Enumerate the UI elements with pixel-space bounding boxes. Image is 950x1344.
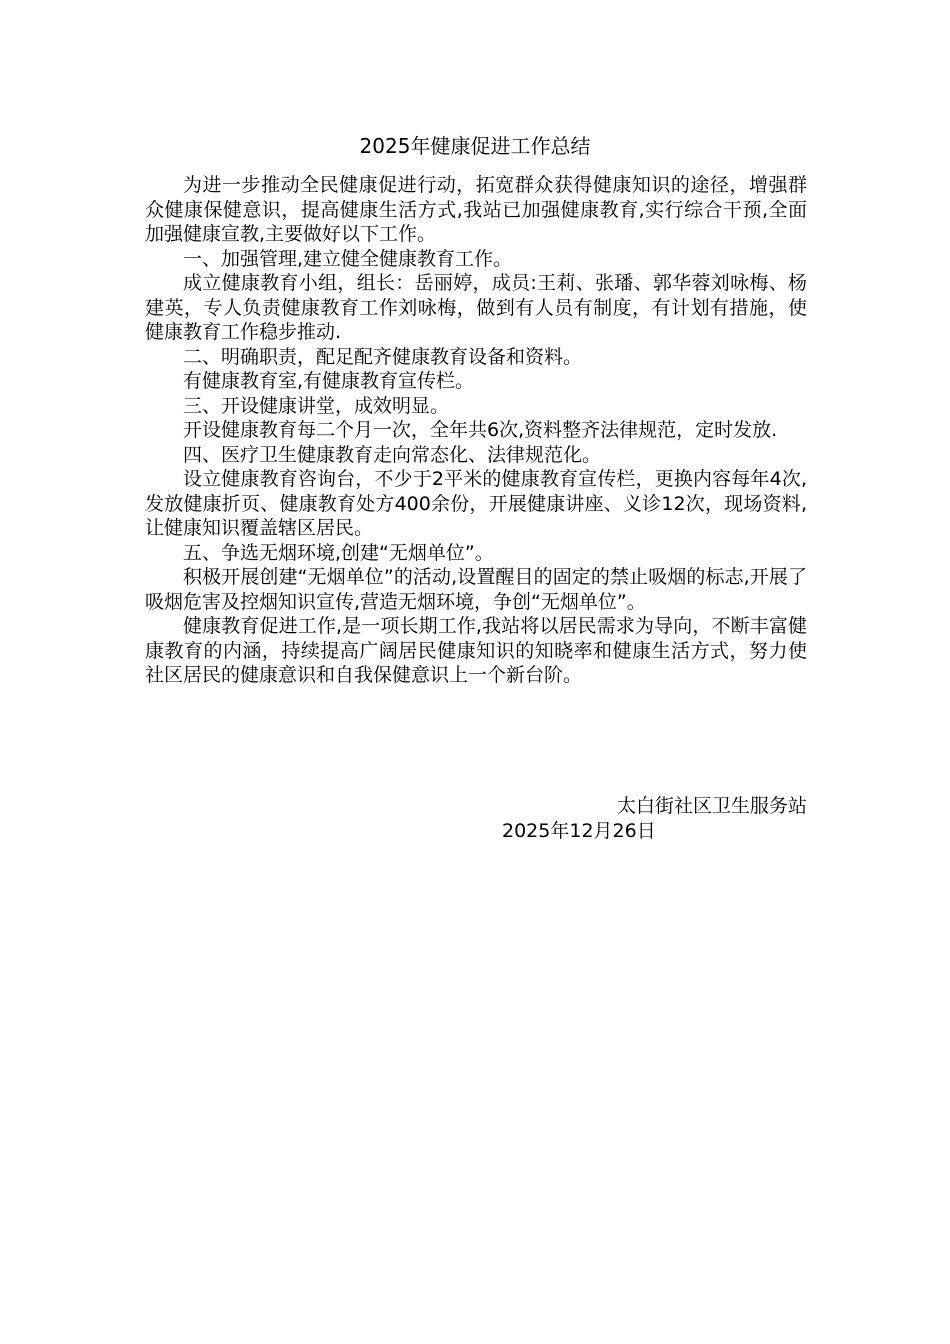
section-heading-4: 四、医疗卫生健康教育走向常态化、法律规范化。: [183, 443, 602, 466]
section-heading-5: 五、争选无烟环境,创建“无烟单位”。: [183, 541, 494, 564]
signature-organization: 太白街社区卫生服务站: [616, 795, 807, 817]
paragraph-intro: 为进一步推动全民健康促进行动，拓宽群众获得健康知识的途径，增强群众健康保健意识，提高健康生活方式,我站已加强健康教育,实行综合干预,全面加强健康宣教,主要做好以下工作。: [145, 174, 807, 245]
paragraph-conclusion: 健康教育促进工作,是一项长期工作,我站将以居民需求为导向，不断丰富健康教育的内涵，持续提高广阔居民健康知识的知晓率和健康生活方式，努力使社区居民的健康意识和自我保健意识上一个新台阶。: [145, 615, 807, 686]
paragraph-section-1: 成立健康教育小组，组长：岳丽婷，成员:王莉、张璠、郭华蓉刘咏梅、杨建英，专人负责健康教育工作刘咏梅，做到有人员有制度，有计划有措施，使健康教育工作稳步推动.: [145, 272, 807, 343]
signature-date: 2025年12月26日: [502, 820, 656, 842]
signature-block: [145, 794, 807, 844]
document-body: [145, 173, 807, 688]
section-heading-1: 一、加强管理,建立健全健康教育工作。: [183, 247, 513, 270]
document-title: 2025年健康促进工作总结: [359, 134, 591, 158]
paragraph-section-5: 积极开展创建“无烟单位”的活动,设置醒目的固定的禁止吸烟的标志,开展了吸烟危害及控烟知识宣传,营造无烟环境，争创“无烟单位”。: [145, 566, 807, 613]
paragraph-section-2: 有健康教育室,有健康教育宣传栏。: [183, 370, 475, 392]
paragraph-section-4: 设立健康教育咨询台，不少于2平米的健康教育宣传栏，更换内容每年4次,发放健康折页、健康教育处方400余份，开展健康讲座、义诊12次，现场资料,让健康知识覆盖辖区居民。: [145, 468, 807, 539]
paragraph-section-3: 开设健康教育每二个月一次，全年共6次,资料整齐法律规范，定时发放.: [183, 419, 778, 441]
section-heading-3: 三、开设健康讲堂，成效明显。: [183, 394, 450, 417]
section-heading-2: 二、明确职责，配足配齐健康教育设备和资料。: [183, 345, 583, 368]
